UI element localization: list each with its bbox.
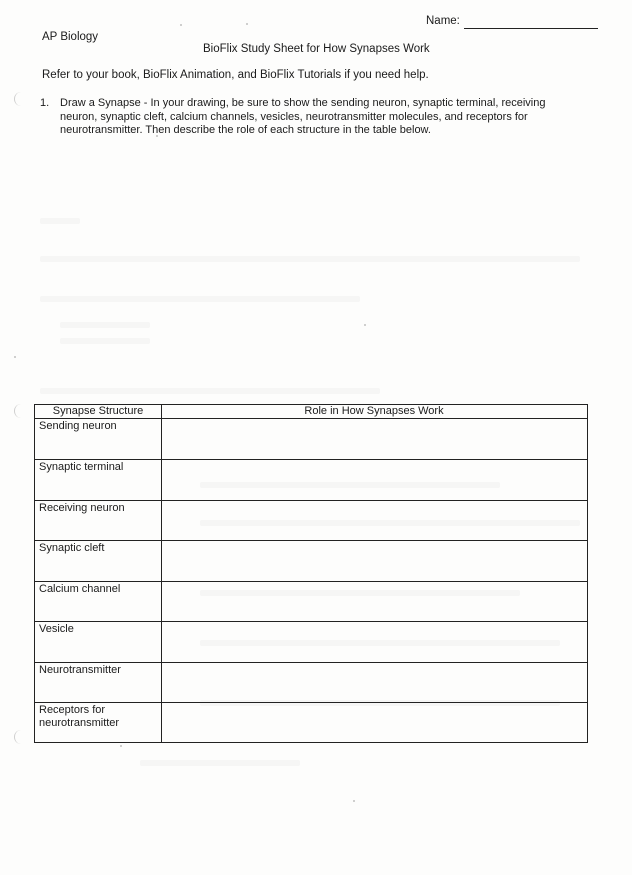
row-divider	[35, 662, 587, 663]
bleed-through-mark	[60, 338, 150, 344]
column-divider	[161, 405, 162, 742]
row-divider	[35, 418, 587, 419]
bleed-through-mark	[140, 760, 300, 766]
question-1	[40, 97, 580, 138]
row-synaptic-terminal: Synaptic terminal	[39, 461, 124, 473]
row-divider	[35, 621, 587, 622]
header-role: Role in How Synapses Work	[304, 405, 444, 417]
worksheet-title: BioFlix Study Sheet for How Synapses Work	[203, 43, 430, 55]
header-synapse-structure: Synapse Structure	[52, 405, 144, 417]
course-title: AP Biology	[42, 31, 99, 43]
bleed-through-mark	[60, 322, 150, 328]
question-number: 1.	[40, 97, 50, 109]
bleed-through-mark	[40, 388, 380, 394]
paper-speck	[180, 24, 182, 26]
binder-hole-shadow	[14, 730, 25, 744]
row-calcium-channel: Calcium channel	[39, 583, 121, 595]
synapse-structure-table	[34, 404, 588, 743]
instructions-text: Refer to your book, BioFlix Animation, and BioFlix Tutorials if you need help.	[42, 69, 429, 81]
bleed-through-mark	[40, 296, 360, 302]
row-synaptic-cleft: Synaptic cleft	[39, 542, 105, 554]
binder-hole-shadow	[14, 404, 25, 418]
name-label: Name:	[426, 15, 460, 27]
bleed-through-mark	[40, 218, 80, 224]
question-text: Draw a Synapse - In your drawing, be sure to show the sending neuron, synaptic terminal, receiving neuron, synaptic cleft, calcium channels, vesicles, neurotransmitter molecules, and receptors for neurotransmitter. Then describe the role of each structure in the table below.	[60, 97, 546, 136]
binder-hole-shadow	[14, 92, 25, 106]
row-divider	[35, 540, 587, 541]
paper-speck	[353, 800, 355, 802]
row-neurotransmitter: Neurotransmitter	[39, 664, 121, 676]
row-divider	[35, 581, 587, 582]
row-divider	[35, 500, 587, 501]
bleed-through-mark	[40, 256, 580, 262]
paper-speck	[14, 356, 16, 358]
name-blank-line[interactable]	[464, 28, 598, 29]
row-vesicle: Vesicle	[39, 623, 74, 635]
paper-speck	[120, 745, 122, 747]
paper-speck	[364, 324, 366, 326]
row-divider	[35, 459, 587, 460]
paper-speck	[246, 23, 248, 25]
row-receiving-neuron: Receiving neuron	[39, 502, 125, 514]
row-divider	[35, 702, 587, 703]
row-sending-neuron: Sending neuron	[39, 420, 117, 432]
row-receptors-for-neurotransmitter: Receptors for neurotransmitter	[39, 704, 120, 729]
